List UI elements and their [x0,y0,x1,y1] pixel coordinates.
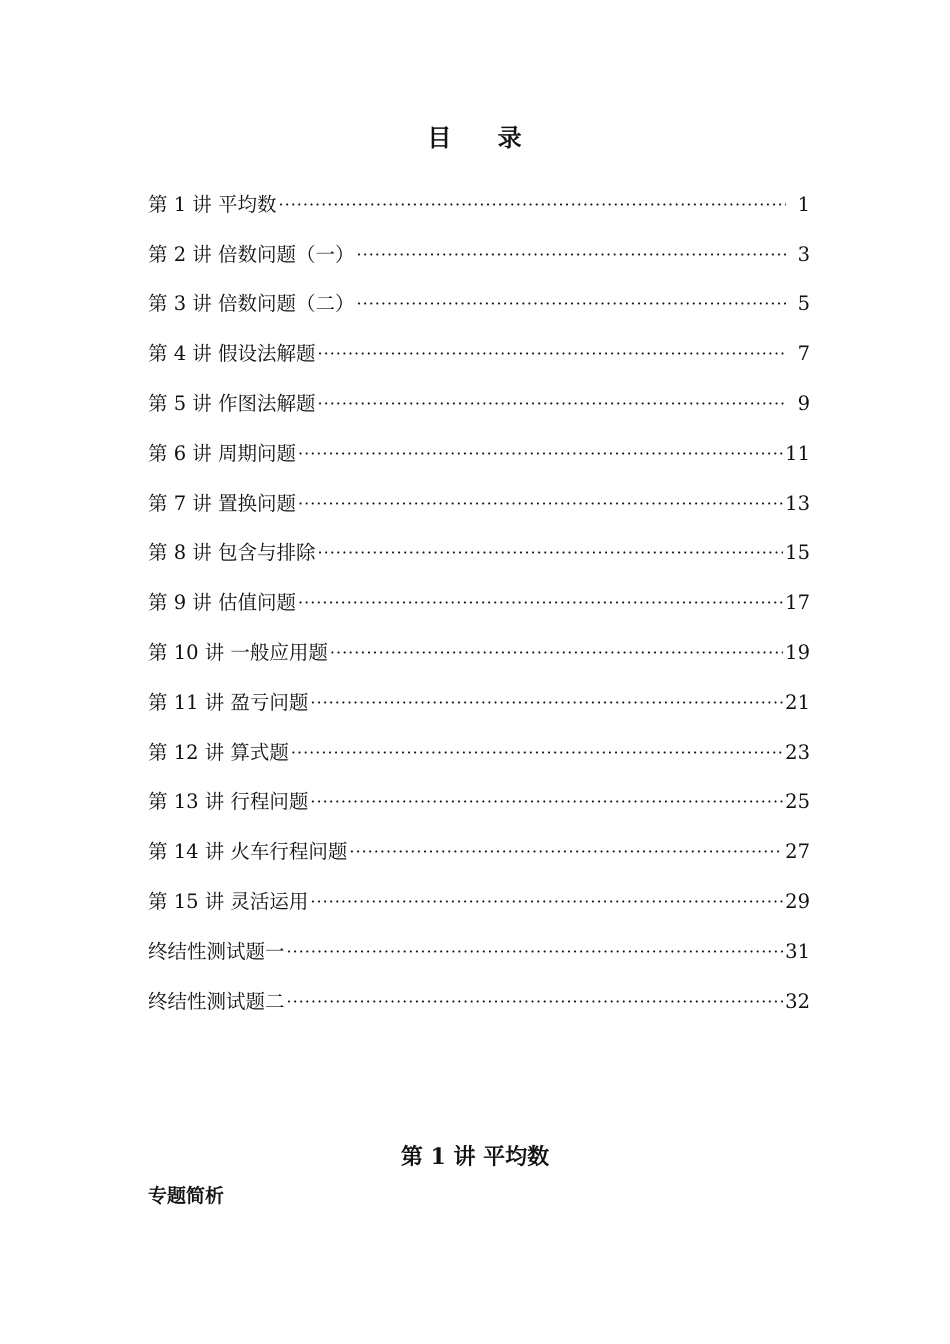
toc-entry[interactable] [148,479,810,529]
toc-entry-label: 第 2 讲 倍数问题（一） [148,242,355,266]
toc-entry-page-number: 25 [785,790,810,814]
toc-entry-page-number: 3 [797,242,810,266]
toc-entry-page-number: 13 [785,491,810,515]
toc-entry-label: 第 13 讲 行程问题 [148,790,309,814]
toc-entry[interactable] [148,429,810,479]
toc-entry[interactable] [148,628,810,678]
toc-entry[interactable] [148,329,810,379]
toc-entry[interactable] [148,827,810,877]
toc-title-char-2: 录 [497,123,523,152]
toc-entry-page-number: 1 [797,192,810,216]
toc-entry-label: 终结性测试题二 [148,989,285,1013]
toc-dot-leader [318,541,784,565]
toc-dot-leader [287,990,784,1014]
toc-dot-leader [310,790,783,814]
toc-entry-page-number: 9 [797,392,810,416]
toc-entry[interactable] [148,778,810,828]
toc-entry[interactable] [148,578,810,628]
toc-entry-page-number: 7 [797,342,810,366]
toc-entry[interactable] [148,877,810,927]
toc-dot-leader [310,691,783,715]
toc-entry-page-number: 32 [785,989,810,1013]
toc-entry-label: 终结性测试题一 [148,939,285,963]
toc-entry-label: 第 3 讲 倍数问题（二） [148,292,355,316]
toc-dot-leader [298,591,783,615]
toc-entry-label: 第 5 讲 作图法解题 [148,392,316,416]
toc-entry-label: 第 11 讲 盈亏问题 [148,690,309,714]
toc-entry-label: 第 7 讲 置换问题 [148,491,297,515]
toc-dot-leader [318,342,786,366]
toc-entry[interactable] [148,529,810,579]
toc-entry-label: 第 1 讲 平均数 [148,192,277,216]
table-of-contents [148,180,810,1027]
toc-entry-label: 第 9 讲 估值问题 [148,591,297,615]
toc-entry[interactable] [148,678,810,728]
toc-dot-leader [310,890,783,914]
toc-dot-leader [349,840,783,864]
toc-entry-label: 第 15 讲 灵活运用 [148,890,309,914]
toc-entry-page-number: 23 [785,740,810,764]
toc-title-char-1: 目 [427,123,453,152]
toc-entry-page-number: 17 [785,591,810,615]
toc-entry-label: 第 8 讲 包含与排除 [148,541,316,565]
toc-dot-leader [291,741,783,765]
toc-entry-label: 第 14 讲 火车行程问题 [148,840,348,864]
toc-dot-leader [298,492,783,516]
toc-entry-page-number: 5 [797,292,810,316]
lecture-title: 第 1 讲 平均数 [400,1144,550,1170]
toc-dot-leader [298,442,783,466]
toc-entry-label: 第 4 讲 假设法解题 [148,342,316,366]
toc-entry-label: 第 10 讲 一般应用题 [148,641,328,665]
toc-entry-page-number: 31 [785,939,810,963]
toc-entry-page-number: 29 [785,890,810,914]
toc-dot-leader [279,193,786,217]
toc-entry-page-number: 27 [785,840,810,864]
toc-dot-leader [330,641,783,665]
toc-entry-label: 第 6 讲 周期问题 [148,441,297,465]
toc-entry[interactable] [148,927,810,977]
toc-entry[interactable] [148,180,810,230]
toc-dot-leader [318,392,786,416]
toc-title [0,118,950,153]
toc-dot-leader [357,292,786,316]
toc-entry[interactable] [148,230,810,280]
toc-entry[interactable] [148,379,810,429]
toc-entry-page-number: 15 [785,541,810,565]
toc-dot-leader [357,243,786,267]
toc-entry-label: 第 12 讲 算式题 [148,740,289,764]
toc-entry-page-number: 21 [785,690,810,714]
toc-entry[interactable] [148,977,810,1027]
toc-dot-leader [287,940,784,964]
toc-entry[interactable] [148,728,810,778]
section-heading: 专题简析 [148,1185,225,1207]
toc-entry-page-number: 19 [785,641,810,665]
toc-entry-page-number: 11 [785,441,810,465]
toc-entry[interactable] [148,280,810,330]
